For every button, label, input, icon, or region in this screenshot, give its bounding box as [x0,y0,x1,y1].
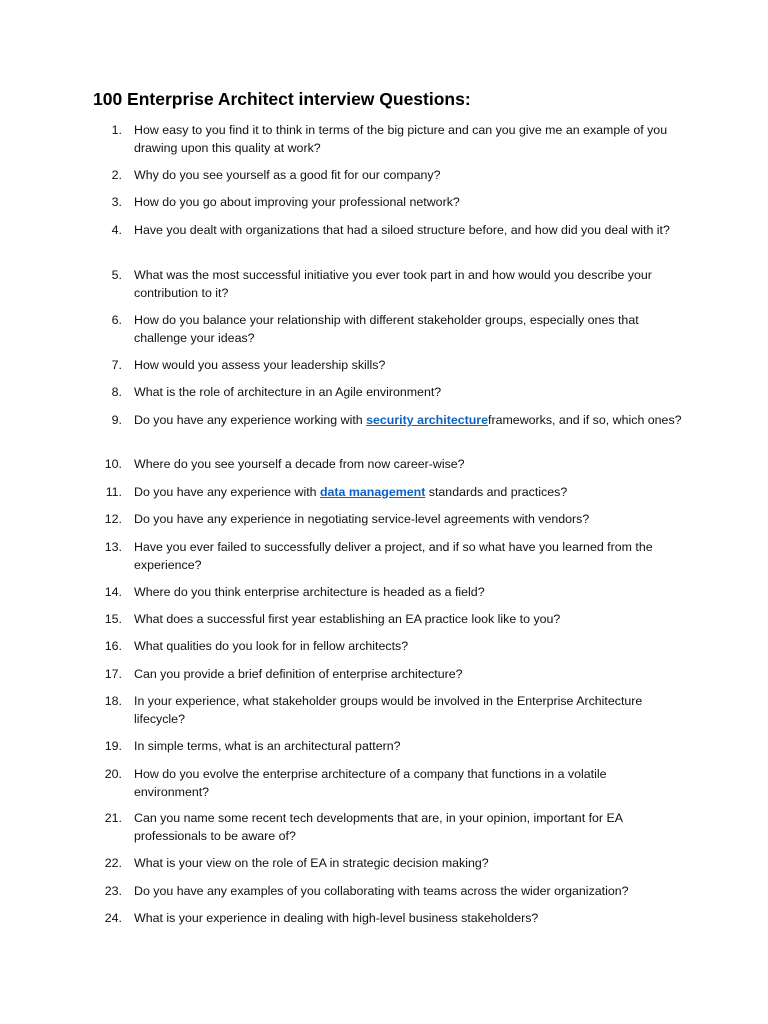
question-number: 23. [104,884,122,898]
question-text-segment: Do you have any experience working with [134,413,367,427]
question-number: 3. [111,195,122,209]
question-text [134,384,682,402]
question-link[interactable]: security architecture [366,413,489,427]
question-text [134,539,682,574]
question-number: 6. [111,313,122,327]
question-number: 15. [104,612,122,626]
question-text-segment: How would you assess your leadership skills? [134,358,386,372]
question-text-segment: How do you evolve the enterprise architecture of a company that functions in a volatile environment? [134,767,607,799]
question-text [134,855,682,873]
question-text [134,267,682,302]
question-text-segment: Can you provide a brief definition of enterprise architecture? [134,667,463,681]
question-text [134,638,682,656]
question-text-segment: Do you have any experience with [134,485,320,499]
question-number: 18. [104,694,122,708]
question-text [134,738,682,756]
question-text [134,666,682,684]
question-number: 11. [105,485,122,499]
question-text-segment: standards and practices? [425,485,568,499]
question-text [134,194,682,212]
question-number: 5. [111,268,122,282]
question-text-segment: What was the most successful initiative you ever took part in and how would you describe your contribution to it? [134,268,652,300]
question-text [134,611,682,629]
question-number: 13. [104,540,122,554]
question-number: 4. [111,223,122,237]
question-text-segment: Have you ever failed to successfully deliver a project, and if so what have you learned from the experience? [134,540,653,572]
question-number: 1. [111,123,122,137]
question-text-segment: What does a successful first year establishing an EA practice look like to you? [134,612,561,626]
question-text [134,167,682,185]
question-text-segment: Do you have any experience in negotiating service-level agreements with vendors? [134,512,590,526]
question-text [134,484,682,502]
question-text [134,511,682,529]
question-text [134,357,682,375]
question-text [134,693,682,728]
question-text-segment: What is the role of architecture in an Agile environment? [134,385,442,399]
question-text-segment: In your experience, what stakeholder groups would be involved in the Enterprise Architecture lifecycle? [134,694,643,726]
question-number: 2. [111,168,122,182]
question-text [134,312,682,347]
question-number: 22. [104,856,122,870]
question-text [134,810,682,845]
question-text [134,122,682,157]
question-text [134,412,682,430]
question-number: 14. [104,585,122,599]
question-text [134,456,682,474]
question-number: 16. [104,639,122,653]
question-text-segment: What qualities do you look for in fellow architects? [134,639,409,653]
question-text-segment: What is your experience in dealing with high-level business stakeholders? [134,911,539,925]
question-text-segment: Where do you see yourself a decade from now career-wise? [134,457,465,471]
question-text-segment: Can you name some recent tech developments that are, in your opinion, important for EA professionals to be aware of? [134,811,623,843]
question-number: 7. [111,358,122,372]
question-text-segment: How do you balance your relationship with different stakeholder groups, especially ones that challenge your ideas? [134,313,639,345]
question-text-segment: How do you go about improving your professional network? [134,195,460,209]
question-link[interactable]: data management [319,485,426,499]
question-number: 17. [104,667,122,681]
question-number: 10. [104,457,122,471]
question-number: 21. [104,811,122,825]
question-number: 8. [111,385,122,399]
question-number: 9. [111,413,122,427]
document-title: 100 Enterprise Architect interview Questions: [93,89,471,109]
question-text-segment: Do you have any examples of you collaborating with teams across the wider organization? [134,884,629,898]
question-text-segment: How easy to you find it to think in terms of the big picture and can you give me an example of you drawing upon this quality at work? [134,123,668,155]
question-text [134,910,682,928]
question-text [134,584,682,602]
question-text [134,766,682,801]
question-number: 19. [104,739,122,753]
question-number: 20. [104,767,122,781]
question-text-segment: In simple terms, what is an architectural pattern? [134,739,401,753]
question-text [134,883,682,901]
question-number: 12. [104,512,122,526]
question-number: 24. [104,911,122,925]
question-text-segment: What is your view on the role of EA in strategic decision making? [134,856,489,870]
question-text-segment: Have you dealt with organizations that had a siloed structure before, and how did you deal with it? [134,223,670,237]
question-text [134,222,682,240]
question-text-segment: Where do you think enterprise architecture is headed as a field? [134,585,485,599]
question-text-segment: Why do you see yourself as a good fit for our company? [134,168,441,182]
question-text-segment: frameworks, and if so, which ones? [488,413,682,427]
